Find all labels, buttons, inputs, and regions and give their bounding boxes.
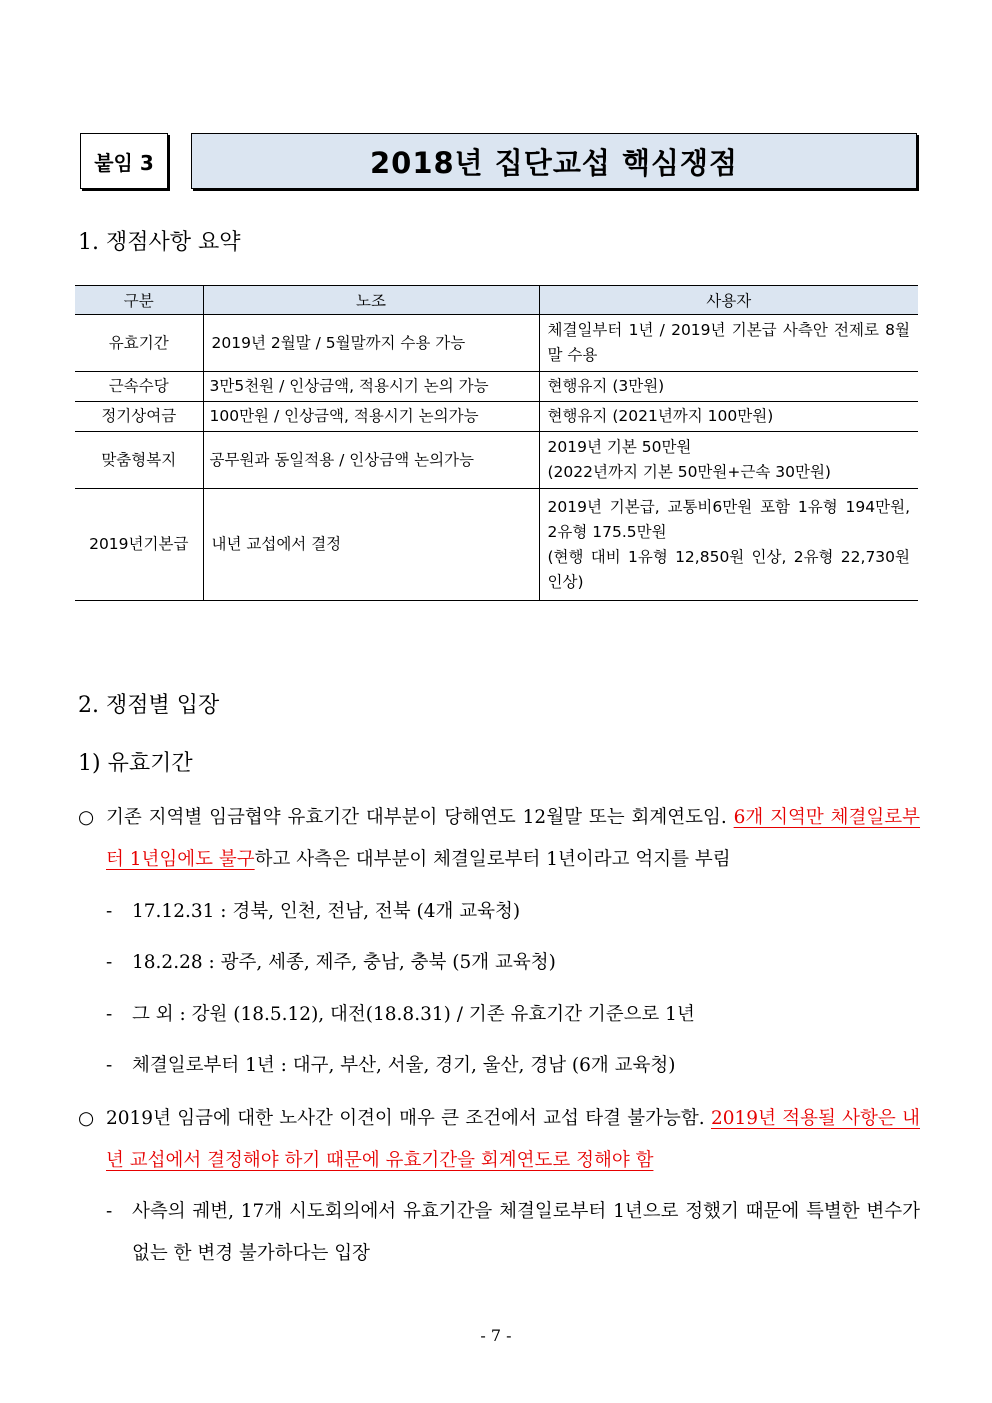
employer-position: 현행유지 (2021년까지 100만원) [539,402,918,432]
dash-bullet-icon: - [106,1055,113,1076]
dash-bullet-icon: - [106,901,113,922]
page-number: - 7 - [480,1326,512,1345]
dash-bullet-icon: - [106,1201,113,1222]
dash-item [106,1045,920,1087]
dash-item [106,1191,920,1275]
dash-item-text: 그 외 : 강원 (18.5.12), 대전(18.8.31) / 기존 유효기간 기준으로 1년 [132,1004,695,1025]
row-category: 맞춤형복지 [75,432,203,489]
union-position: 내년 교섭에서 결정 [203,489,539,601]
table-header-row [75,286,918,315]
circle-bullet-icon: ○ [78,1108,95,1129]
summary-table [75,285,918,601]
subsection-heading: 1) 유효기간 [78,751,193,776]
column-header: 구분 [75,286,203,315]
dash-bullet-icon: - [106,952,113,973]
bullet-paragraph-2 [78,1098,920,1182]
bullet-paragraph-1 [78,797,920,881]
dash-item [106,994,920,1036]
column-header: 노조 [203,286,539,315]
para1-highlight: 6개 지역만 체결일로부터 1년임에도 불구 [106,807,921,870]
dash-item-text: 체결일로부터 1년 : 대구, 부산, 서울, 경기, 울산, 경남 (6개 교육청) [132,1055,676,1076]
para1-text: 기존 지역별 임금협약 유효기간 대부분이 당해연도 12월말 또는 회계연도임. [106,807,734,828]
dash-item [106,891,920,933]
union-position: 2019년 2월말 / 5월말까지 수용 가능 [203,315,539,372]
section2-heading: 2. 쟁점별 입장 [78,693,220,718]
table-row [75,315,918,372]
union-position: 100만원 / 인상금액, 적용시기 논의가능 [203,402,539,432]
table-row [75,372,918,402]
union-position: 3만5천원 / 인상금액, 적용시기 논의 가능 [203,372,539,402]
row-category: 근속수당 [75,372,203,402]
employer-position: 체결일부터 1년 / 2019년 기본급 사측안 전제로 8월말 수용 [539,315,918,372]
column-header: 사용자 [539,286,918,315]
union-position: 공무원과 동일적용 / 인상금액 논의가능 [203,432,539,489]
circle-bullet-icon: ○ [78,807,95,828]
para1-text-after: 하고 사측은 대부분이 체결일로부터 1년이라고 억지를 부림 [254,849,731,870]
table-row [75,432,918,489]
dash-item-text: 17.12.31 : 경북, 인천, 전남, 전북 (4개 교육청) [132,901,521,922]
employer-position: 2019년 기본 50만원 (2022년까지 기본 50만원+근속 30만원) [539,432,918,489]
section1-heading: 1. 쟁점사항 요약 [78,230,241,255]
para2-highlight: 2019년 적용될 사항은 내년 교섭에서 결정해야 하기 때문에 유효기간을 회계연도로 정해야 함 [106,1108,920,1171]
document-title: 2018년 집단교섭 핵심쟁점 [191,133,917,189]
para2-text: 2019년 임금에 대한 노사간 이견이 매우 큰 조건에서 교섭 타결 불가능함. [106,1108,711,1129]
employer-position: 현행유지 (3만원) [539,372,918,402]
row-category: 유효기간 [75,315,203,372]
dash-item [106,942,920,984]
dash-bullet-icon: - [106,1004,113,1025]
attachment-label: 붙임 3 [80,133,168,189]
table-row [75,402,918,432]
row-category: 2019년기본급 [75,489,203,601]
dash-item-text: 18.2.28 : 광주, 세종, 제주, 충남, 충북 (5개 교육청) [132,952,556,973]
row-category: 정기상여금 [75,402,203,432]
employer-position: 2019년 기본급, 교통비6만원 포함 1유형 194만원, 2유형 175.5만원 (현행 대비 1유형 12,850원 인상, 2유형 22,730원 인상) [539,489,918,601]
dash-item-text: 사측의 궤변, 17개 시도회의에서 유효기간을 체결일로부터 1년으로 정했기 때문에 특별한 변수가 없는 한 변경 불가하다는 입장 [132,1201,920,1264]
table-row [75,489,918,601]
